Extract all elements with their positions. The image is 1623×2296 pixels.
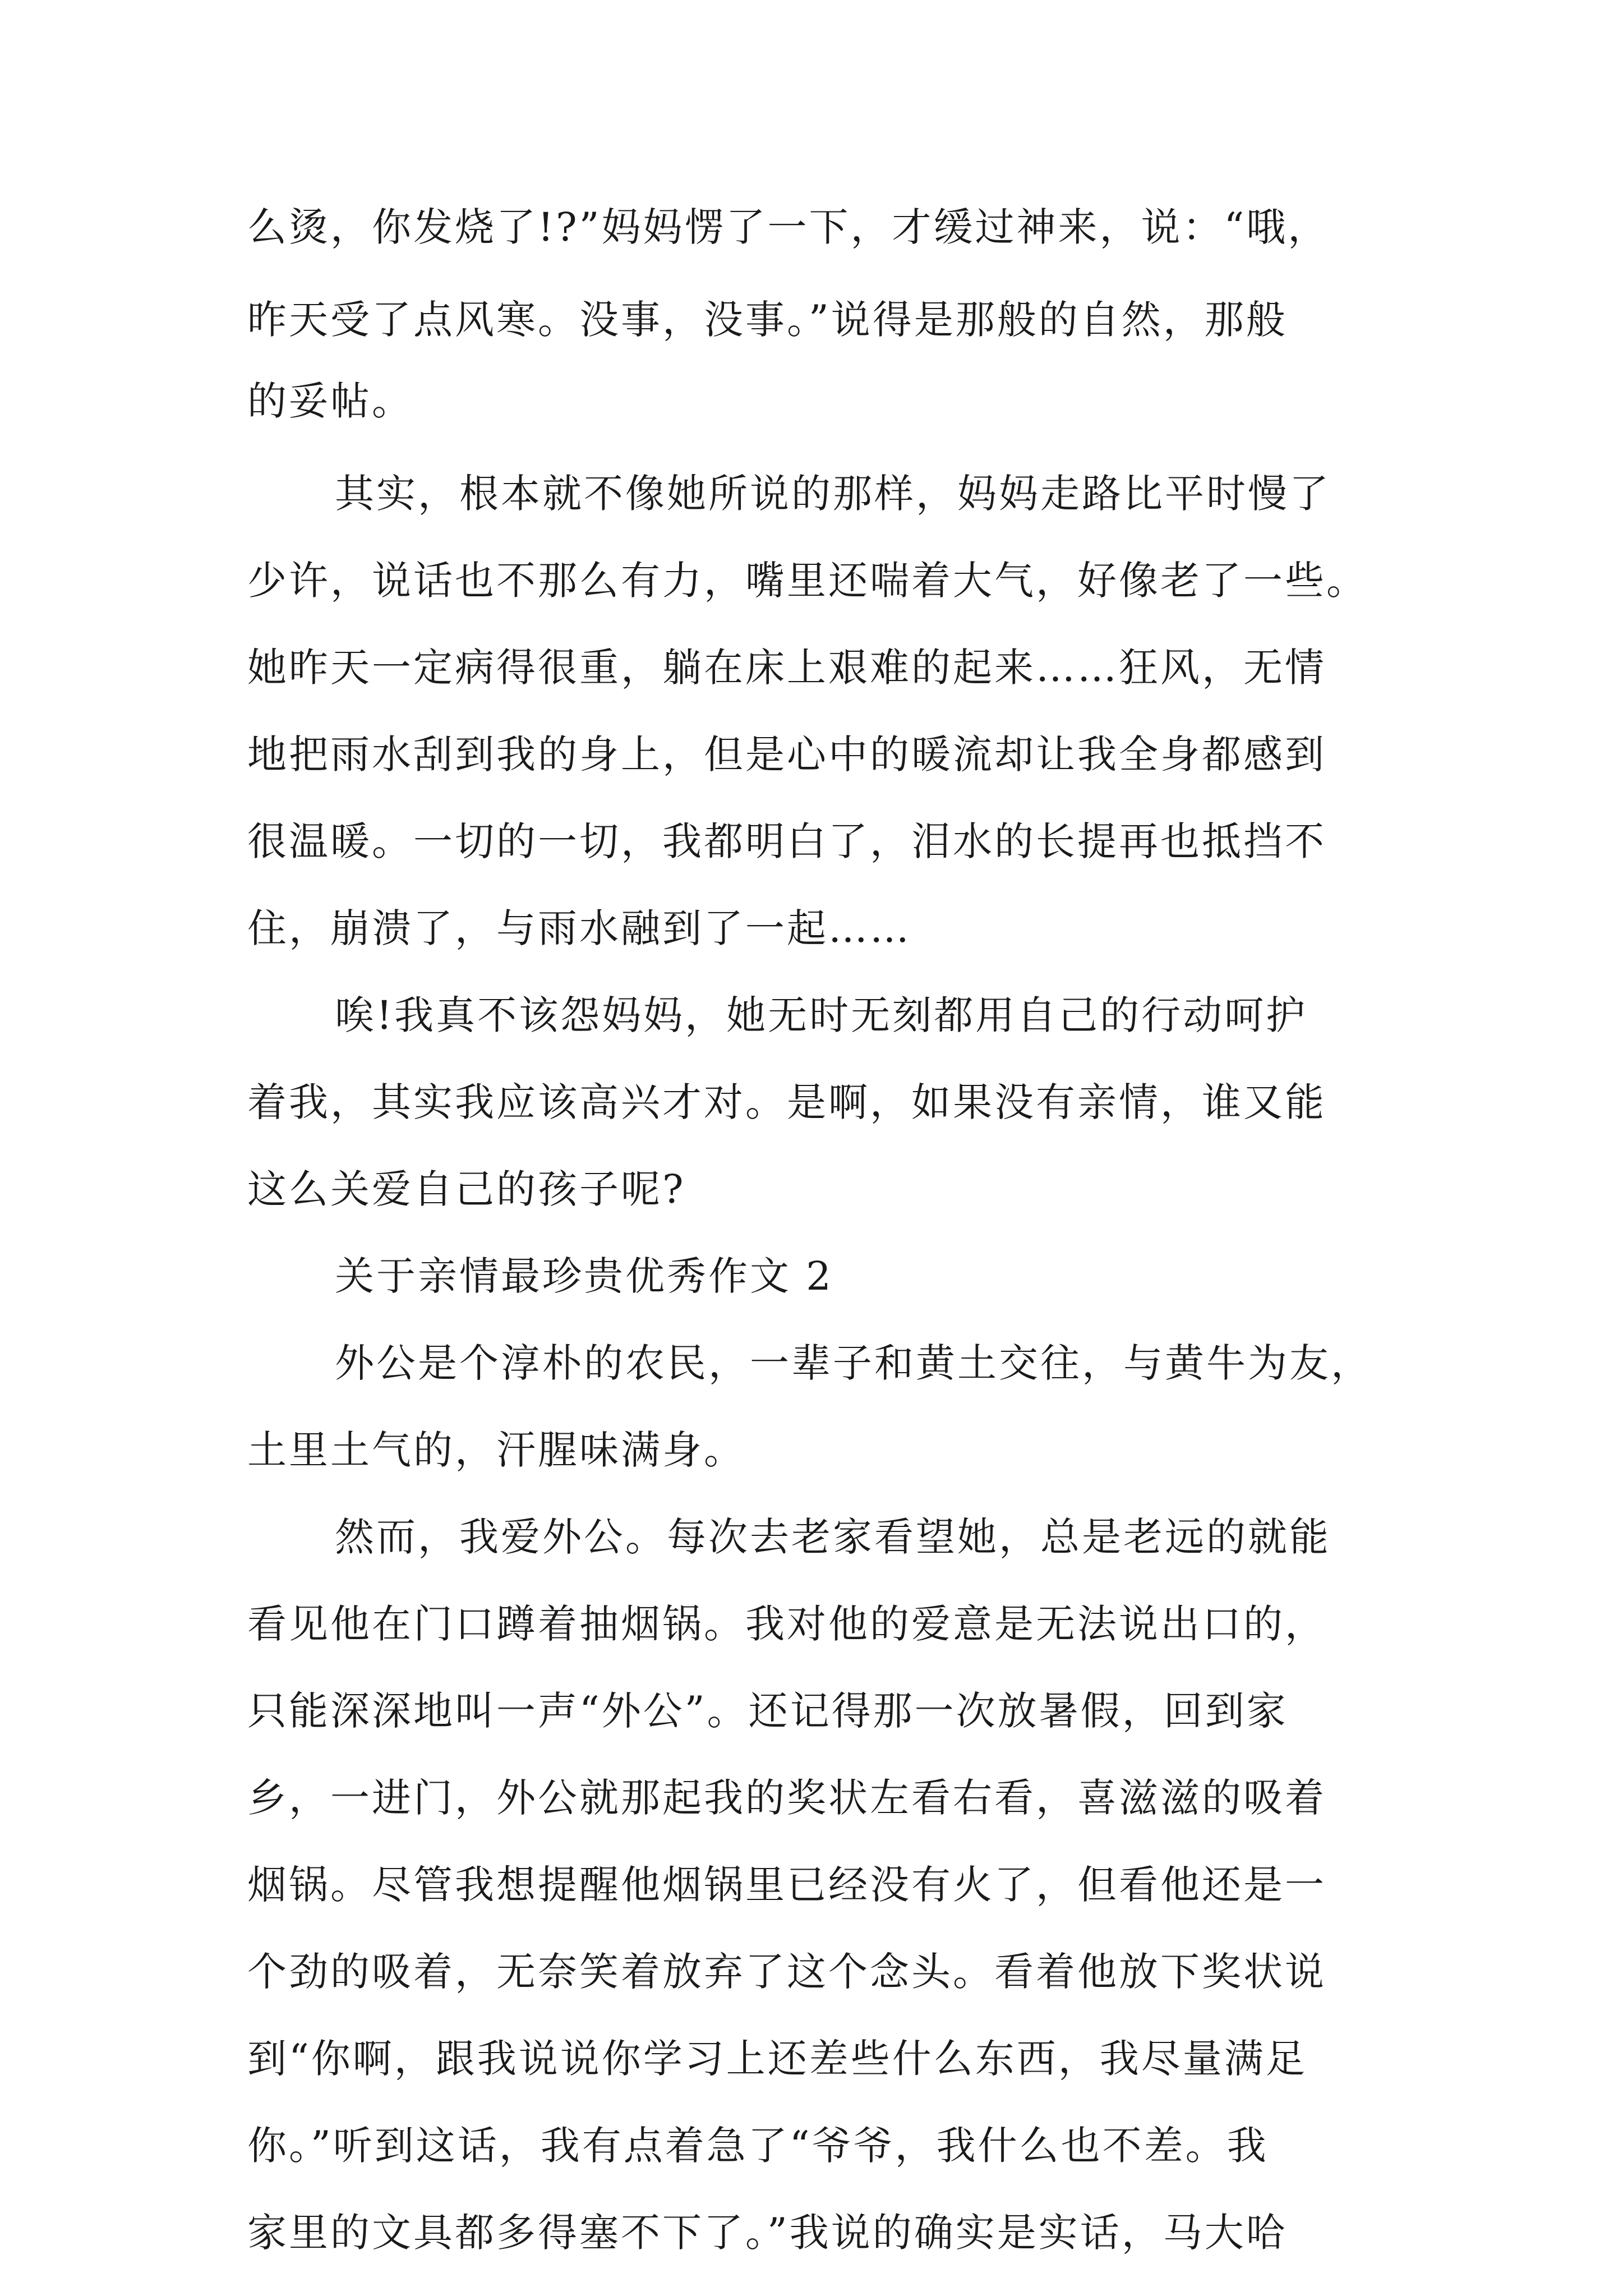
text-line: 烟锅。尽管我想提醒他烟锅里已经没有火了，但看他还是一 — [247, 1862, 1326, 1908]
paragraph-start-line: 然而，我爱外公。每次去老家看望她，总是老远的就能 — [335, 1514, 1331, 1560]
text-line: 昨天受了点风寒。没事，没事。”说得是那般的自然，那般 — [247, 297, 1288, 343]
text-line: 很温暖。一切的一切，我都明白了，泪水的长提再也抵挡不 — [247, 818, 1326, 864]
text-line: 土里土气的，汗腥味满身。 — [247, 1427, 745, 1473]
text-line: 少许，说话也不那么有力，嘴里还喘着大气，好像老了一些。 — [247, 558, 1368, 604]
text-line: 这么关爱自己的孩子呢? — [247, 1166, 686, 1212]
text-line: 个劲的吸着，无奈笑着放弃了这个念头。看着他放下奖状说 — [247, 1949, 1326, 1995]
text-line: 你。”听到这话，我有点着急了“爷爷，我什么也不差。我 — [247, 2123, 1269, 2169]
text-line: 乡，一进门，外公就那起我的奖状左看右看，喜滋滋的吸着 — [247, 1775, 1326, 1821]
text-line: 家里的文具都多得塞不下了。”我说的确实是实话，马大哈 — [247, 2210, 1288, 2256]
text-line: 看见他在门口蹲着抽烟锅。我对他的爱意是无法说出口的， — [247, 1601, 1326, 1647]
paragraph-start-line: 唉!我真不该怨妈妈，她无时无刻都用自己的行动呵护 — [335, 992, 1308, 1038]
paragraph-start-line: 其实，根本就不像她所说的那样，妈妈走路比平时慢了 — [335, 471, 1331, 517]
text-line: 住，崩溃了，与雨水融到了一起…… — [247, 905, 911, 951]
text-line: 地把雨水刮到我的身上，但是心中的暖流却让我全身都感到 — [247, 731, 1326, 777]
text-line: 的妥帖。 — [247, 378, 413, 424]
text-line: 她昨天一定病得很重，躺在床上艰难的起来……狂风，无情 — [247, 645, 1326, 691]
text-line: 到“你啊，跟我说说你学习上还差些什么东西，我尽量满足 — [247, 2036, 1307, 2082]
paragraph-start-line: 外公是个淳朴的农民，一辈子和黄土交往，与黄牛为友， — [335, 1340, 1372, 1386]
text-line: 着我，其实我应该高兴才对。是啊，如果没有亲情，谁又能 — [247, 1079, 1326, 1125]
text-line: 么烫，你发烧了!?”妈妈愣了一下，才缓过神来，说：“哦， — [247, 204, 1330, 250]
section-heading: 关于亲情最珍贵优秀作文 2 — [335, 1253, 833, 1299]
text-line: 只能深深地叫一声“外公”。还记得那一次放暑假，回到家 — [247, 1688, 1288, 1734]
